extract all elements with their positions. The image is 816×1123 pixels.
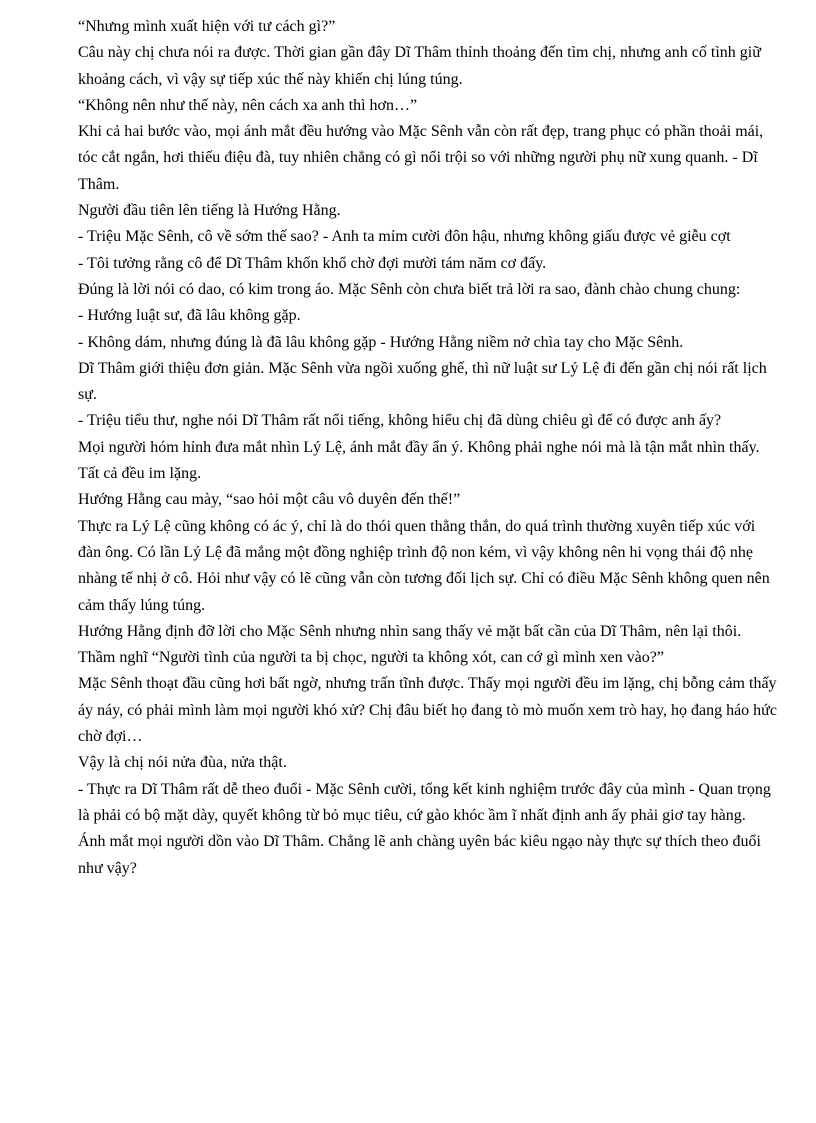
paragraph: Dĩ Thâm giới thiệu đơn giản. Mặc Sênh vừa ngồi xuống ghế, thì nữ luật sư Lý Lệ đi đến gần chị nói rất lịch sự. bbox=[78, 359, 767, 404]
paragraph: Người đầu tiên lên tiếng là Hướng Hằng. bbox=[78, 202, 341, 220]
paragraph: Thực ra Lý Lệ cũng không có ác ý, chỉ là do thói quen thẳng thắn, do quá trình thường xuyên tiếp xúc với đàn ông. Có lần Lý Lệ đã mắng một đồng nghiệp trình độ non kém, vì vậy không nên hi vọng thái độ nhẹ nhàng tế nhị ở cô. Hỏi như vậy có lẽ cũng vẫn còn tương đối lịch sự. Chỉ có điều Mặc Sênh không quen nên cảm thấy lúng túng. bbox=[78, 517, 770, 614]
paragraph: Mọi người hóm hỉnh đưa mắt nhìn Lý Lệ, ánh mắt đầy ẩn ý. Không phải nghe nói mà là tận mắt nhìn thấy. Tất cả đều im lặng. bbox=[78, 438, 760, 483]
paragraph: - Hướng luật sư, đã lâu không gặp. bbox=[78, 307, 301, 325]
paragraph: Mặc Sênh thoạt đầu cũng hơi bất ngờ, nhưng trấn tĩnh được. Thấy mọi người đều im lặng, chị bỗng cảm thấy áy náy, có phải mình làm mọi người khó xử? Chị đâu biết họ đang tò mò muốn xem trò hay, họ đang háo hức chờ đợi… bbox=[78, 675, 777, 746]
paragraph: Câu này chị chưa nói ra được. Thời gian gần đây Dĩ Thâm thỉnh thoảng đến tìm chị, nhưng anh cố tình giữ khoảng cách, vì vậy sự tiếp xúc thế này khiến chị lúng túng. bbox=[78, 44, 761, 88]
paragraph: Vậy là chị nói nửa đùa, nửa thật. bbox=[78, 754, 287, 772]
paragraph: Ánh mắt mọi người dồn vào Dĩ Thâm. Chẳng lẽ anh chàng uyên bác kiêu ngạo này thực sự thích theo đuổi như vậy? bbox=[78, 833, 761, 877]
paragraph: - Triệu tiểu thư, nghe nói Dĩ Thâm rất nổi tiếng, không hiểu chị đã dùng chiêu gì để có được anh ấy? bbox=[78, 412, 722, 430]
paragraph: Khi cả hai bước vào, mọi ánh mắt đều hướng vào Mặc Sênh vẫn còn rất đẹp, trang phục có phần thoải mái, tóc cắt ngắn, hơi thiếu điệu đà, tuy nhiên chẳng có gì nổi trội so với những người phụ nữ xung quanh. - Dĩ Thâm. bbox=[78, 123, 764, 193]
paragraph: - Triệu Mặc Sênh, cô về sớm thế sao? - Anh ta mỉm cười đôn hậu, nhưng không giấu được vẻ giễu cợt bbox=[78, 228, 731, 246]
paragraph: - Không dám, nhưng đúng là đã lâu không gặp - Hướng Hằng niềm nở chìa tay cho Mặc Sênh. bbox=[78, 333, 684, 351]
paragraph: - Tôi tưởng rằng cô để Dĩ Thâm khốn khổ chờ đợi mười tám năm cơ đấy. bbox=[78, 254, 547, 272]
paragraph: Hướng Hằng định đỡ lời cho Mặc Sênh nhưng nhìn sang thấy vẻ mặt bất cần của Dĩ Thâm, nên lại thôi. Thầm nghĩ “Người tình của người ta bị chọc, người ta không xót, can cớ gì mình xen vào?” bbox=[78, 622, 742, 667]
paragraph: Hướng Hằng cau mày, “sao hỏi một câu vô duyên đến thế!” bbox=[78, 491, 461, 509]
paragraph: Đúng là lời nói có dao, có kim trong áo. Mặc Sênh còn chưa biết trả lời ra sao, đành chào chung chung: bbox=[78, 280, 741, 298]
paragraph: “Không nên như thế này, nên cách xa anh thì hơn…” bbox=[78, 96, 418, 114]
document-page bbox=[78, 14, 778, 882]
paragraph: “Nhưng mình xuất hiện với tư cách gì?” bbox=[78, 18, 336, 35]
paragraph: - Thực ra Dĩ Thâm rất dễ theo đuổi - Mặc Sênh cười, tổng kết kinh nghiệm trước đây của mình - Quan trọng là phải có bộ mặt dày, quyết không từ bỏ mục tiêu, cứ gào khóc ầm ĩ nhất định anh ấy phải giơ tay hàng. bbox=[78, 780, 771, 824]
